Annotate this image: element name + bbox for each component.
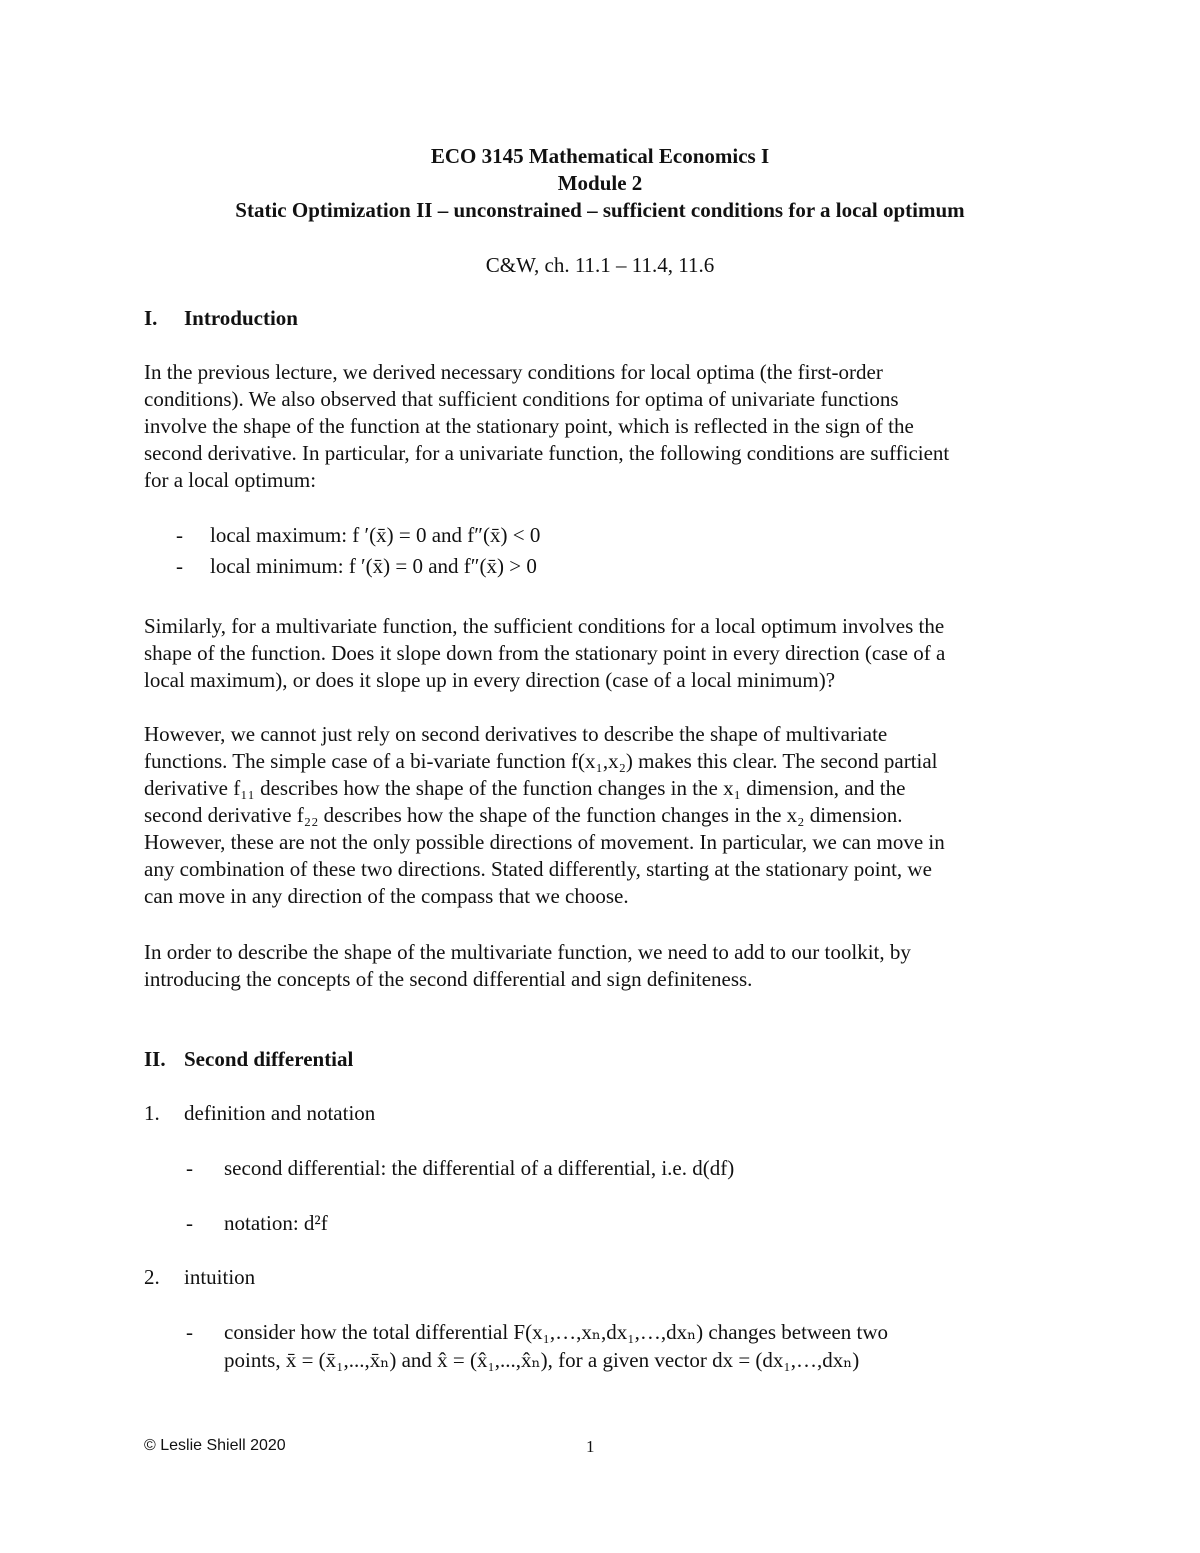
bullet-text: consider how the total differential F(x₁,…,xₙ,dx₁,…,dxₙ) changes between two: [224, 1320, 889, 1344]
bullet-dash: -: [176, 523, 183, 547]
section-number: I.: [144, 306, 158, 330]
text-line: for a local optimum:: [144, 468, 317, 492]
paragraph-second-derivatives: [144, 721, 1064, 910]
section-number: II.: [144, 1047, 166, 1071]
paragraph-multivariate: [144, 613, 1064, 694]
text-line: However, these are not the only possible directions of movement. In particular, we can move in: [144, 830, 945, 854]
footer-copyright: © Leslie Shiell 2020: [144, 1437, 286, 1454]
text-line: In the previous lecture, we derived necessary conditions for local optima (the first-order: [144, 360, 883, 384]
text-line: functions. The simple case of a bi-variate function f(x₁,x₂) makes this clear. The second partial: [144, 749, 938, 773]
section-heading-second-differential: [144, 1047, 353, 1072]
text-line: In order to describe the shape of the multivariate function, we need to add to our toolkit, by: [144, 940, 911, 964]
paragraph-toolkit: [144, 939, 1064, 993]
course-title: ECO 3145 Mathematical Economics I: [430, 144, 770, 168]
bullet-dash: -: [186, 1320, 193, 1344]
reference-line: C&W, ch. 11.1 – 11.4, 11.6: [485, 253, 715, 277]
bullet-dash: -: [186, 1211, 193, 1235]
item-label: definition and notation: [184, 1101, 376, 1125]
text-line: local maximum), or does it slope up in every direction (case of a local minimum)?: [144, 668, 836, 692]
text-line: second derivative. In particular, for a univariate function, the following conditions are sufficient: [144, 441, 950, 465]
section-title: Second differential: [184, 1047, 354, 1071]
text-line: any combination of these two directions. Stated differently, starting at the stationary point, we: [144, 857, 932, 881]
text-line: introducing the concepts of the second differential and sign definiteness.: [144, 967, 753, 991]
paragraph-intro: [144, 359, 1064, 494]
title-block: [0, 143, 1200, 224]
item-label: intuition: [184, 1265, 256, 1289]
bullet-dash: -: [186, 1156, 193, 1180]
text-line: derivative f₁₁ describes how the shape of the function changes in the x₁ dimension, and the: [144, 776, 906, 800]
bullet-text: local minimum: f ′(x̄) = 0 and f″(x̄) > 0: [210, 554, 537, 578]
bullet-text: notation: d²f: [224, 1211, 328, 1235]
text-line: second derivative f₂₂ describes how the shape of the function changes in the x₂ dimension.: [144, 803, 903, 827]
text-line: conditions). We also observed that sufficient conditions for optima of univariate functions: [144, 387, 899, 411]
bullet-text-continued: points, x̄ = (x̄₁,...,x̄ₙ) and x̂ = (x̂₁,...,x̂ₙ), for a given vector dx = (dx₁,…,dxₙ): [224, 1348, 860, 1372]
text-line: Similarly, for a multivariate function, the sufficient conditions for a local optimum involves the: [144, 614, 945, 638]
page-number: 1: [586, 1437, 595, 1456]
section-title: Introduction: [184, 306, 298, 330]
text-line: involve the shape of the function at the stationary point, which is reflected in the sign of the: [144, 414, 914, 438]
text-line: shape of the function. Does it slope down from the stationary point in every direction (case of a: [144, 641, 946, 665]
item-number: 1.: [144, 1101, 160, 1125]
text-line: However, we cannot just rely on second derivatives to describe the shape of multivariate: [144, 722, 888, 746]
topic-title: Static Optimization II – unconstrained – sufficient conditions for a local optimum: [235, 198, 965, 222]
item-number: 2.: [144, 1265, 160, 1289]
section-heading-introduction: [144, 306, 298, 331]
bullet-dash: -: [176, 554, 183, 578]
module-title: Module 2: [557, 171, 643, 195]
bullet-text: local maximum: f ′(x̄) = 0 and f″(x̄) < 0: [210, 523, 541, 547]
bullet-text: second differential: the differential of a differential, i.e. d(df): [224, 1156, 735, 1180]
text-line: can move in any direction of the compass that we choose.: [144, 884, 629, 908]
